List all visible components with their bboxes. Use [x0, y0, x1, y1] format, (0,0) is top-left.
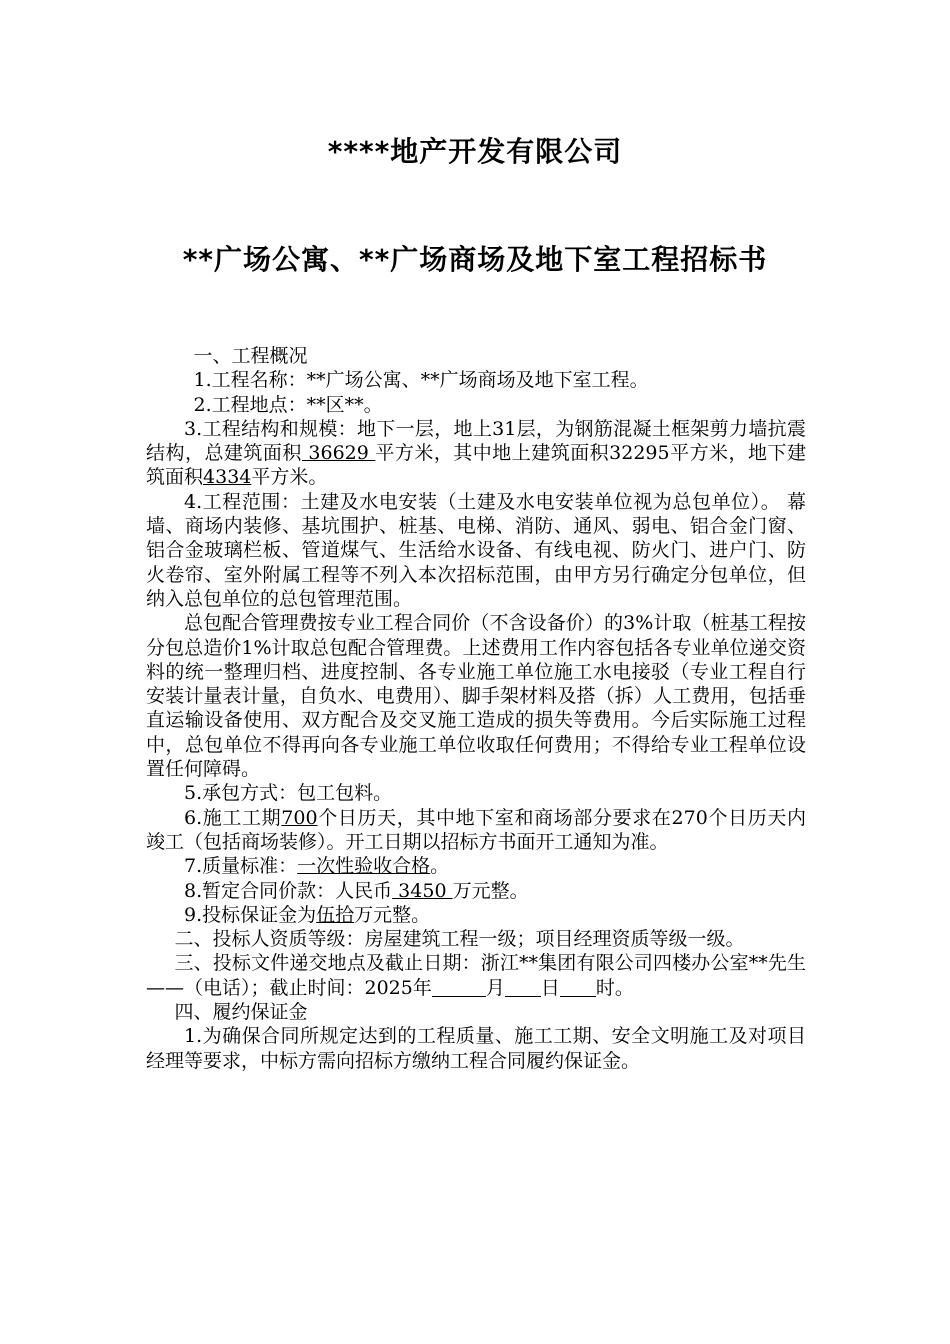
- item-6-text-b: 个日历天，其中地下室和商场部分要求在270个日历天内竣工（包括商场装修）。开工日期以招标方书面开工通知为准。: [146, 806, 806, 853]
- item-9-text-b: 万元整。: [354, 903, 431, 926]
- item-7-text-b: 。: [430, 855, 450, 878]
- section-2-qualification: 二、投标人资质等级：房屋建筑工程一级；项目经理资质等级一级。: [174, 928, 745, 951]
- item-3-text-c: 平方米。: [251, 466, 328, 489]
- month-label: 月: [485, 976, 505, 999]
- item-3-text-b: 平方米，其中地上建筑面积32295平方米，地下建筑面积: [146, 442, 806, 489]
- item-8-text-b: 万元整。: [452, 879, 529, 902]
- item-8-text-a: 8.暂定合同价款：人民币: [184, 879, 393, 902]
- item-4-scope: 4.工程范围：土建及水电安装（土建及水电安装单位视为总包单位）。 幕墙、商场内装修、基坑围护、桩基、电梯、消防、通风、弱电、铝合金门窗、铝合金玻璃栏板、管道煤气、生活给水设备、有线电视、防火门、进户门、防火卷帘、室外附属工程等不列入本次招标范围，由甲方另行确定分包单位，但纳入总包单位的总包管理范围。: [146, 490, 806, 610]
- section-1-heading: 一、工程概况: [193, 345, 308, 367]
- day-label: 日: [540, 976, 560, 999]
- day-blank: [505, 977, 541, 997]
- total-area-value: 36629: [301, 442, 376, 465]
- item-3-structure-scale: [146, 417, 806, 490]
- item-6-duration: [146, 806, 806, 855]
- item-1-project-name: 1.工程名称：**广场公寓、**广场商场及地下室工程。: [193, 369, 649, 392]
- section-3-text: 三、投标文件递交地点及截止日期：浙江**集团有限公司四楼办公室**先生——（电话）；截止时间：2025年: [146, 952, 806, 999]
- section-4-item-1: 1.为确保合同所规定达到的工程质量、施工工期、安全文明施工及对项目经理等要求，中标方需向招标方缴纳工程合同履约保证金。: [146, 1025, 806, 1072]
- contract-price-value: 3450: [392, 879, 453, 902]
- item-9-text-a: 9.投标保证金为: [184, 903, 317, 926]
- item-6-text-a: 6.施工工期: [184, 806, 282, 829]
- item-9-bid-bond: [146, 903, 806, 927]
- document-title: **广场公寓、**广场商场及地下室工程招标书: [182, 243, 768, 276]
- management-fee-paragraph: 总包配合管理费按专业工程合同价（不含设备价）的3%计取（桩基工程按分包总造价1%计取总包配合管理费。上述费用工作内容包括各专业单位递交资料的统一整理归档、进度控制、各专业施工单位施工水电接驳（专业工程自行安装计量表计量，自负水、电费用）、脚手架材料及搭（拆）人工费用，包括垂直运输设备使用、双方配合及交叉施工造成的损失等费用。今后实际施工过程中，总包单位不得再向各专业施工单位收取任何费用；不得给专业工程单位设置任何障碍。: [146, 612, 806, 781]
- item-2-project-location: 2.工程地点：**区**。: [193, 393, 383, 416]
- quality-standard-value: 一次性验收合格: [297, 855, 431, 878]
- duration-days-value: 700: [281, 806, 318, 829]
- item-7-text-a: 7.质量标准：: [184, 855, 298, 878]
- document-body: [146, 344, 806, 1073]
- underground-area-value: 4334: [203, 466, 252, 489]
- item-8-contract-price: [146, 879, 806, 903]
- month-blank: [432, 977, 486, 997]
- section-3-submission: [146, 951, 806, 1000]
- item-3-text-a: 3.工程结构和规模：地下一层，地上31层，为钢筋混凝土框架剪力墙抗震结构，总建筑面积: [146, 417, 806, 465]
- item-5-contract-mode: 5.承包方式：包工包料。: [184, 782, 393, 805]
- company-title: ****地产开发有限公司: [327, 135, 623, 168]
- section-4-heading: 四、履约保证金: [174, 1001, 308, 1024]
- hour-label: 时。: [595, 976, 634, 999]
- item-7-quality: [146, 854, 806, 878]
- bid-bond-value: 伍拾: [316, 903, 355, 926]
- hour-blank: [560, 977, 596, 997]
